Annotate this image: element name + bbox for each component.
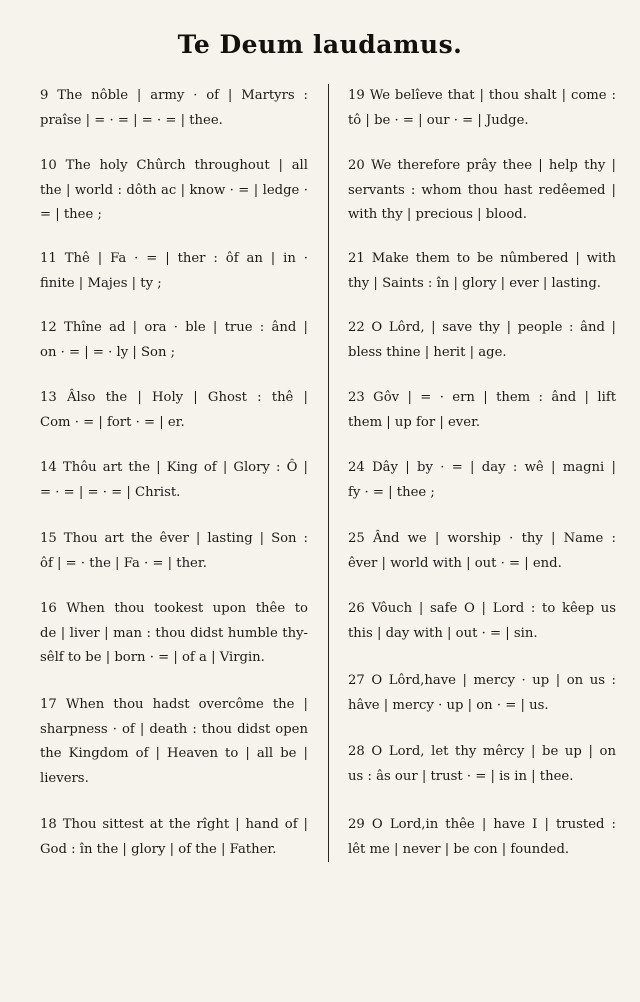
- verse-line: us : âs our | trust · = | is in | thee.: [348, 768, 574, 784]
- verse: [348, 154, 616, 228]
- verse-line: = | thee ;: [40, 207, 102, 222]
- verse: [40, 813, 308, 862]
- verse-line: hâve | mercy · up | on · = | us.: [348, 697, 549, 713]
- verse: [348, 669, 616, 718]
- verse-line: êver | world with | out · = | end.: [348, 555, 562, 571]
- verse-line: praîse | = · = | = · = | thee.: [40, 112, 223, 128]
- verse-line: 13 Âlso the | Holy | Ghost : thê |: [40, 390, 308, 405]
- verse: [348, 247, 616, 296]
- verse-line: them | up for | ever.: [348, 414, 481, 430]
- verse-line: this | day with | out · = | sin.: [348, 625, 538, 641]
- verse-line: tô | be · = | our · = | Judge.: [348, 112, 529, 128]
- verse-line: 26 Vôuch | safe O | Lord : to kêep us: [348, 601, 616, 616]
- verse-line: ôf | = · the | Fa · = | ther.: [40, 555, 207, 571]
- verse-line: 22 O Lôrd, | save thy | people : ând |: [348, 320, 616, 335]
- verse-line: bless thine | herit | age.: [348, 344, 507, 360]
- verse-line: sêlf to be | born · = | of a | Virgin.: [40, 650, 265, 665]
- verse-line: 29 O Lord,in thêe | have I | trusted :: [348, 817, 616, 832]
- verse-line: 18 Thou sittest at the rîght | hand of |: [40, 817, 308, 832]
- verse-line: 11 Thê | Fa · = | ther : ôf an | in ·: [40, 251, 308, 266]
- verse-line: servants : whom thou hast redêemed |: [348, 182, 616, 198]
- verse-line: 19 We belîeve that | thou shalt | come :: [348, 88, 616, 103]
- verse: [40, 456, 308, 505]
- verse-line: 24 Dây | by · = | day : wê | magni |: [348, 460, 616, 475]
- verse: [348, 316, 616, 365]
- verse-line: 25 Ând we | worship · thy | Name :: [348, 531, 616, 546]
- verse: [40, 597, 308, 671]
- verse: [40, 247, 308, 296]
- verse: [348, 597, 616, 646]
- verse-line: thy | Saints : în | glory | ever | lasting.: [348, 275, 601, 291]
- verse-line: 12 Thîne ad | ora · ble | true : ând |: [40, 320, 308, 335]
- column-divider: [328, 84, 329, 862]
- verse-line: lievers.: [40, 770, 89, 786]
- verse-line: lêt me | never | be con | founded.: [348, 841, 570, 857]
- page-title: Te Deum laudamus.: [177, 30, 463, 59]
- verse: [348, 740, 616, 789]
- verse: [40, 316, 308, 365]
- verse-line: Com · = | fort · = | er.: [40, 414, 185, 430]
- verse-line: 23 Gôv | = · ern | them : ând | lift: [348, 390, 616, 405]
- verse: [40, 693, 308, 791]
- verse-line: 20 We therefore prây thee | help thy |: [348, 158, 616, 173]
- verse-line: 10 The holy Chûrch throughout | all: [40, 158, 308, 173]
- verse-line: fy · = | thee ;: [348, 484, 435, 500]
- verse: [348, 84, 616, 133]
- verse-line: finite | Majes | ty ;: [40, 275, 162, 291]
- verse-line: sharpness · of | death : thou didst open: [40, 721, 308, 737]
- verse: [40, 386, 308, 435]
- verse: [40, 154, 308, 228]
- verse-line: God : în the | glory | of the | Father.: [40, 841, 277, 857]
- verse-line: 16 When thou tookest upon thêe to: [40, 601, 308, 616]
- verse: [348, 527, 616, 576]
- verse: [40, 527, 308, 576]
- verse-line: on · = | = · ly | Son ;: [40, 344, 176, 360]
- verse-line: the Kingdom of | Heaven to | all be |: [40, 746, 308, 761]
- verse: [348, 813, 616, 862]
- verse-line: 9 The nôble | army · of | Martyrs :: [40, 88, 308, 103]
- verse-line: 27 O Lôrd,have | mercy · up | on us :: [348, 673, 616, 688]
- verse-line: = · = | = · = | Christ.: [40, 484, 181, 500]
- verse-line: 21 Make them to be nûmbered | with: [348, 251, 616, 266]
- verse-line: de | liver | man : thou didst humble thy-: [40, 625, 308, 641]
- verse-line: 15 Thou art the êver | lasting | Son :: [40, 531, 308, 546]
- verse-line: with thy | precious | blood.: [348, 207, 527, 222]
- verse-line: the | world : dôth ac | know · = | ledge ·: [40, 182, 308, 198]
- verse: [348, 386, 616, 435]
- verse-line: 28 O Lord, let thy mêrcy | be up | on: [348, 744, 616, 759]
- verse: [348, 456, 616, 505]
- verse-line: 17 When thou hadst overcôme the |: [40, 697, 308, 712]
- verse-line: 14 Thôu art the | King of | Glory : Ô |: [40, 460, 308, 475]
- verse: [40, 84, 308, 133]
